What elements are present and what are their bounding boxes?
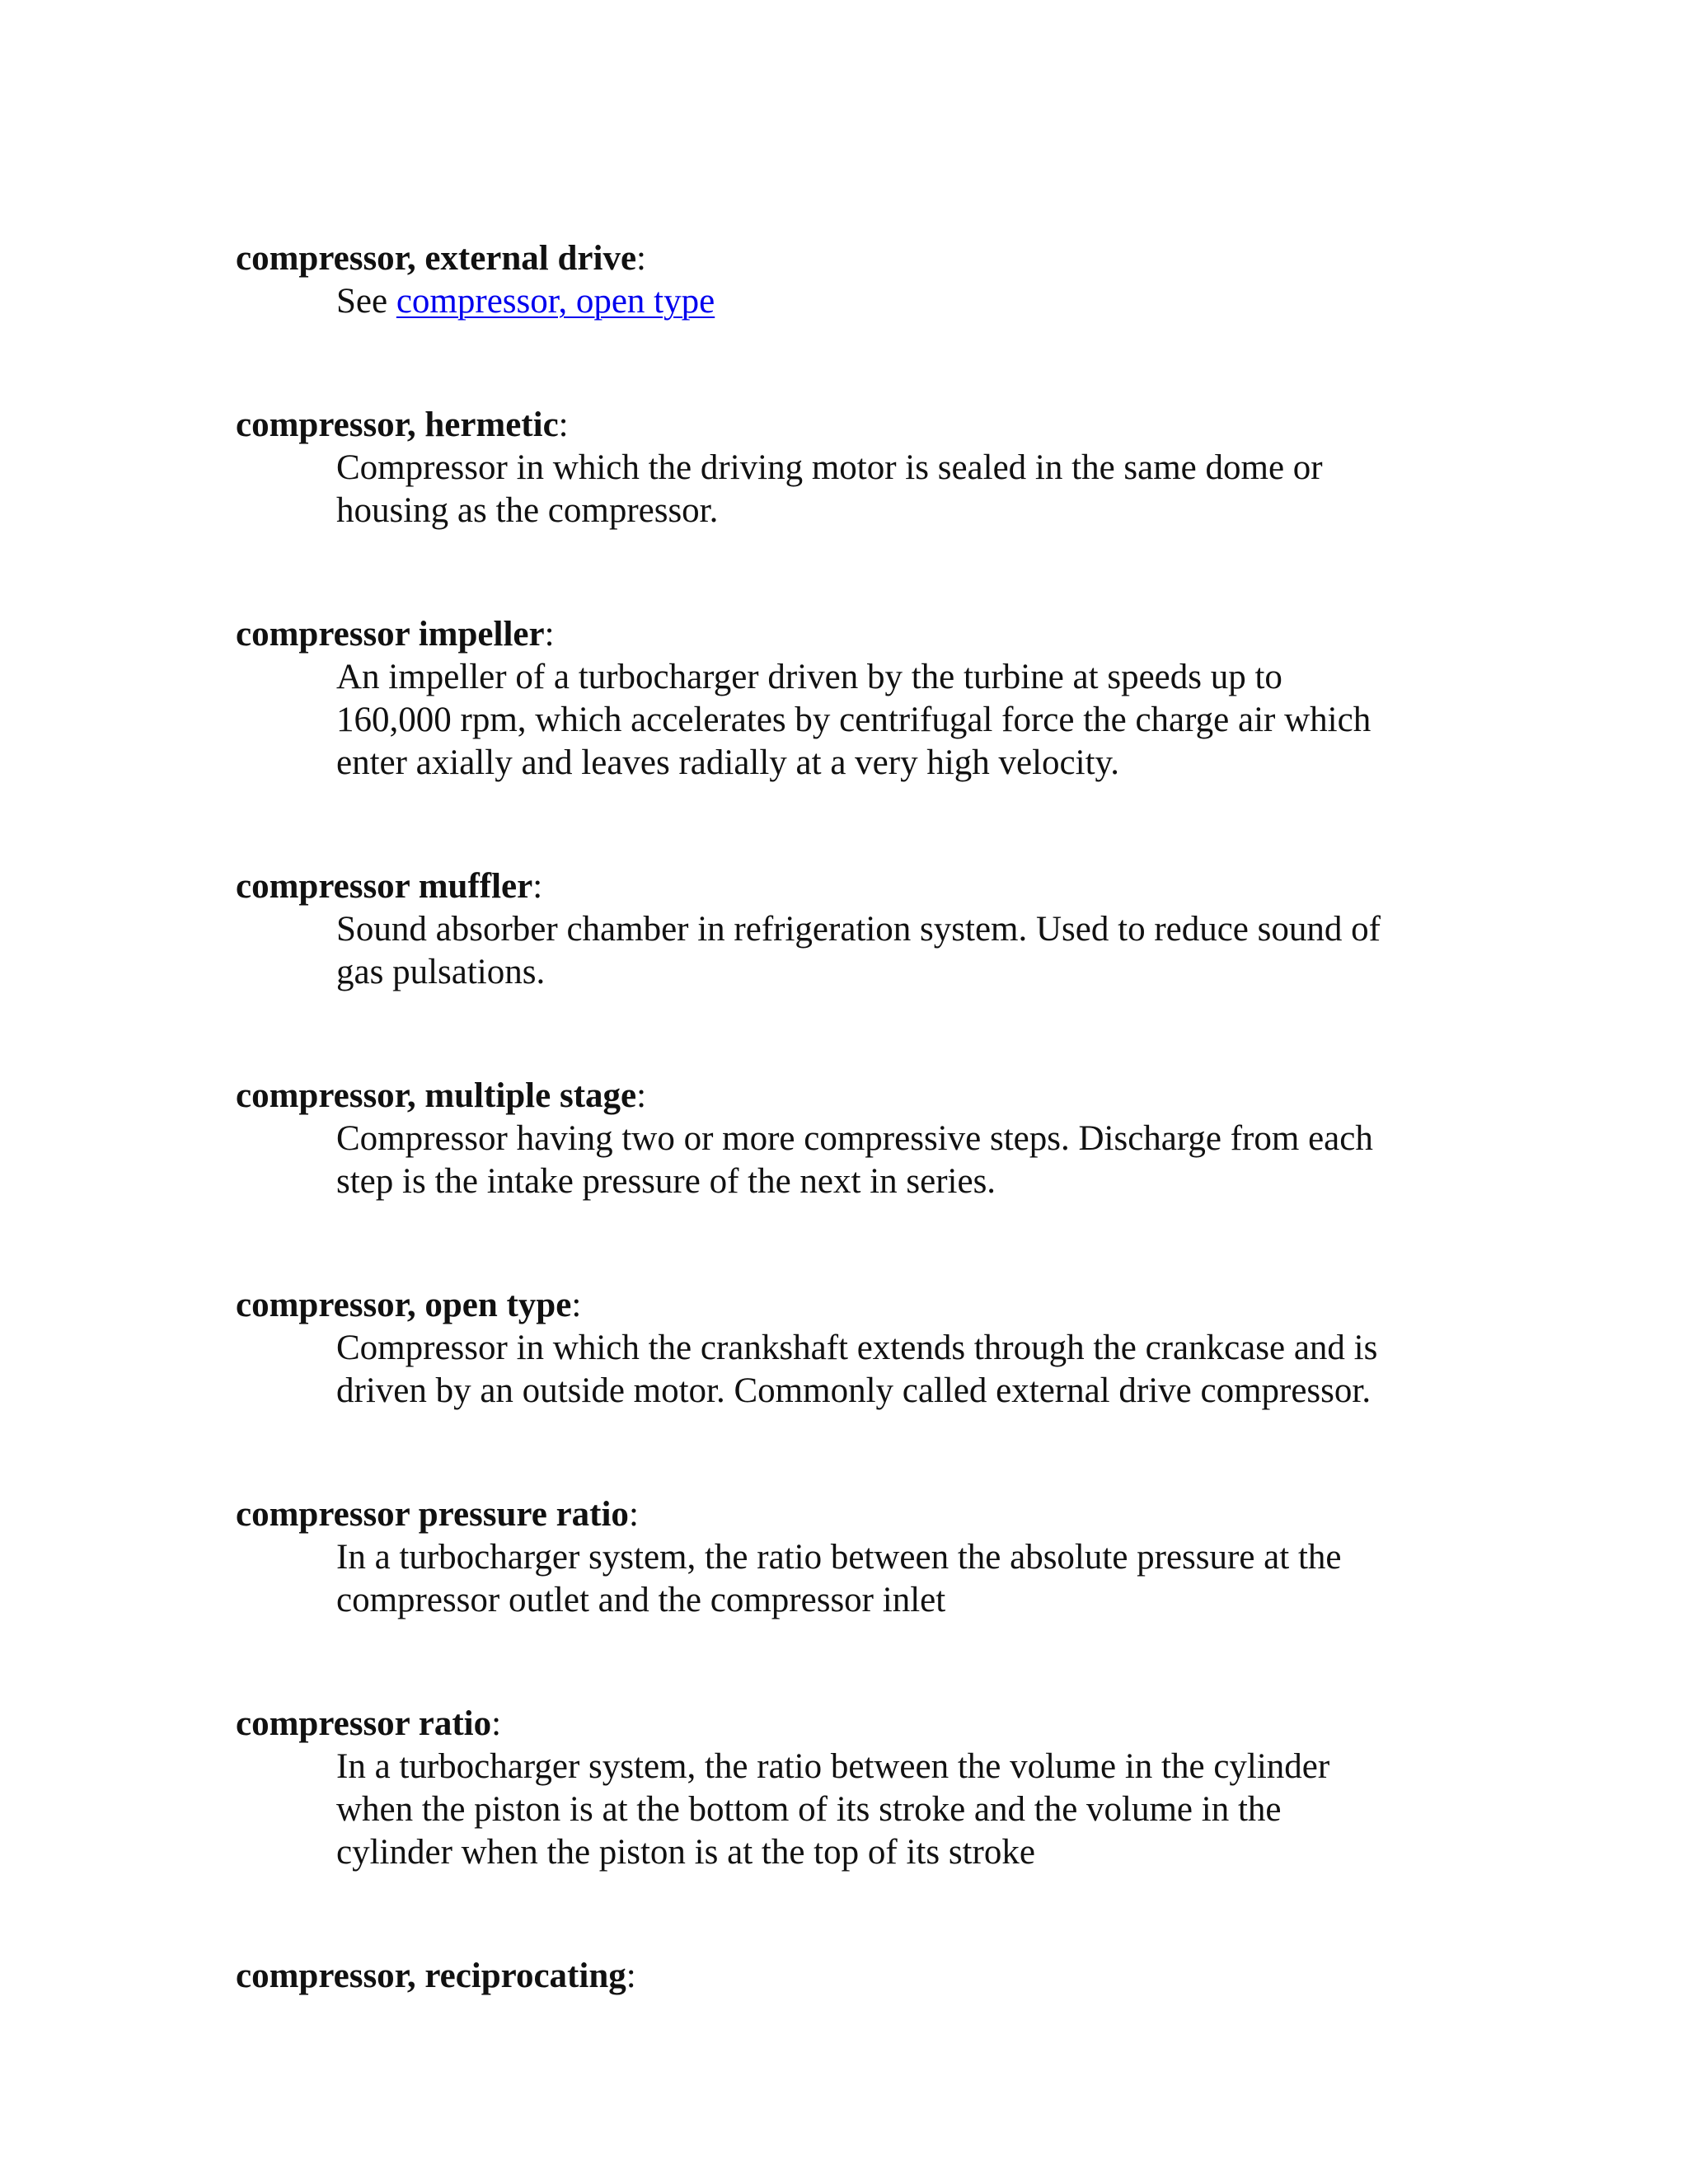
definition-line: An impeller of a turbocharger driven by the turbine at speeds up to xyxy=(336,658,1282,696)
definition-line: gas pulsations. xyxy=(336,953,546,991)
entry-definition xyxy=(336,908,1474,994)
definition-line: 160,000 rpm, which accelerates by centrifugal force the charge air which xyxy=(336,701,1372,739)
definition-line: Compressor in which the crankshaft extends through the crankcase and is xyxy=(336,1329,1378,1367)
term-colon: : xyxy=(491,1704,502,1743)
definition-line: Sound absorber chamber in refrigeration system. Used to reduce sound of xyxy=(336,910,1381,949)
entry-term xyxy=(236,1703,1472,1746)
definition-line: driven by an outside motor. Commonly called external drive compressor. xyxy=(336,1371,1372,1410)
entry-definition xyxy=(336,1536,1474,1622)
term-text: compressor impeller xyxy=(236,615,545,654)
glossary-entry-reciprocating xyxy=(236,1955,1472,1998)
definition-line: when the piston is at the bottom of its stroke and the volume in the xyxy=(336,1790,1282,1829)
glossary-entry-hermetic xyxy=(236,404,1472,532)
definition-line: compressor outlet and the compressor inlet xyxy=(336,1581,946,1619)
term-text: compressor ratio xyxy=(236,1704,492,1743)
entry-definition xyxy=(336,1746,1474,1874)
entry-definition xyxy=(336,1118,1474,1203)
glossary-entry-external-drive xyxy=(236,237,1472,323)
entry-term xyxy=(236,1284,1472,1327)
entry-definition xyxy=(336,656,1474,785)
definition-line: enter axially and leaves radially at a very high velocity. xyxy=(336,743,1119,782)
entry-term xyxy=(236,865,1472,908)
term-text: compressor muffler xyxy=(236,867,533,906)
glossary-entry-impeller xyxy=(236,613,1472,785)
term-text: compressor, hermetic xyxy=(236,405,559,444)
term-text: compressor, reciprocating xyxy=(236,1957,626,1995)
term-colon: : xyxy=(571,1286,582,1324)
term-text: compressor, external drive xyxy=(236,239,637,278)
cross-reference-link[interactable]: compressor, open type xyxy=(396,282,715,321)
entry-term xyxy=(236,237,1472,280)
term-colon: : xyxy=(544,615,555,654)
glossary-entry-multiple-stage xyxy=(236,1075,1472,1203)
entry-term xyxy=(236,1955,1472,1998)
term-colon: : xyxy=(626,1957,636,1995)
definition-line: In a turbocharger system, the ratio between the absolute pressure at the xyxy=(336,1538,1342,1577)
term-colon: : xyxy=(636,239,646,278)
term-text: compressor, open type xyxy=(236,1286,572,1324)
entry-term xyxy=(236,1493,1472,1536)
term-colon: : xyxy=(636,1076,647,1115)
glossary-entry-ratio xyxy=(236,1703,1472,1874)
glossary-entry-pressure-ratio xyxy=(236,1493,1472,1622)
entry-definition xyxy=(336,280,1474,323)
definition-line: Compressor in which the driving motor is sealed in the same dome or xyxy=(336,448,1323,487)
term-colon: : xyxy=(628,1495,639,1534)
definition-line: step is the intake pressure of the next in series. xyxy=(336,1162,996,1201)
term-colon: : xyxy=(532,867,543,906)
see-prefix: See xyxy=(336,282,396,321)
glossary-entry-muffler xyxy=(236,865,1472,994)
term-text: compressor pressure ratio xyxy=(236,1495,629,1534)
definition-line: housing as the compressor. xyxy=(336,491,719,530)
entry-term xyxy=(236,613,1472,656)
definition-line: cylinder when the piston is at the top of its stroke xyxy=(336,1833,1035,1872)
entry-definition xyxy=(336,447,1474,532)
glossary-entry-open-type xyxy=(236,1284,1472,1413)
entry-term xyxy=(236,1075,1472,1118)
definition-line: Compressor having two or more compressive steps. Discharge from each xyxy=(336,1119,1373,1158)
term-text: compressor, multiple stage xyxy=(236,1076,637,1115)
entry-term xyxy=(236,404,1472,447)
term-colon: : xyxy=(558,405,569,444)
entry-definition xyxy=(336,1327,1474,1413)
definition-line: In a turbocharger system, the ratio between the volume in the cylinder xyxy=(336,1747,1330,1786)
